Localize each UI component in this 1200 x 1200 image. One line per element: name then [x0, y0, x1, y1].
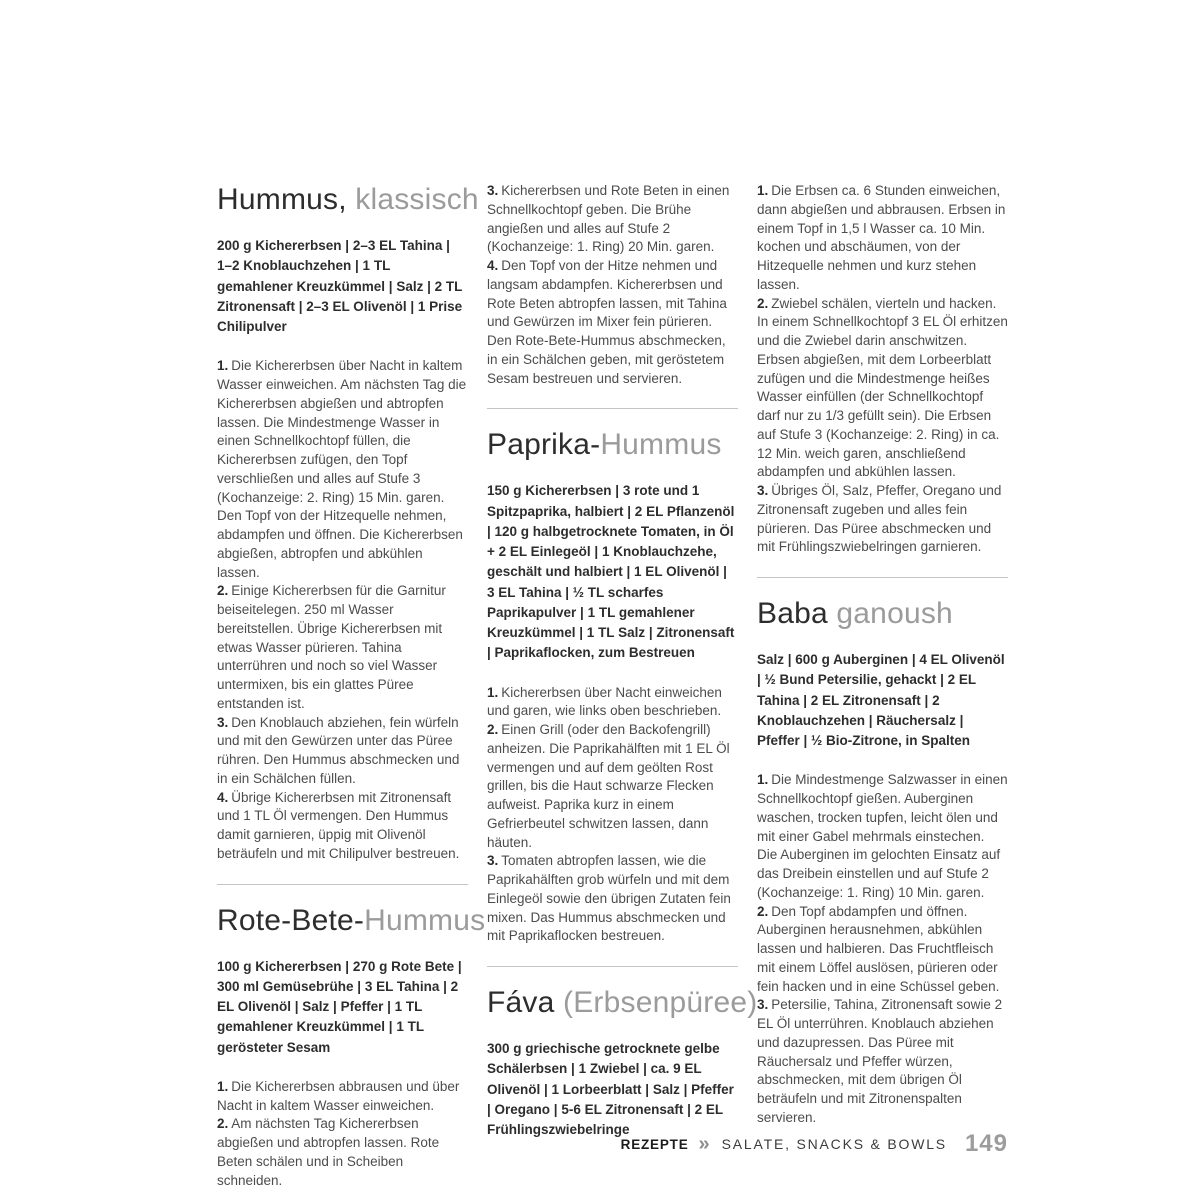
step-text: Übrige Kichererbsen mit Zitronensaft und 1 TL Öl vermengen. Den Hummus damit garnieren, üppig mit Olivenöl beträufeln und mit Chilipulver bestreuen.	[217, 789, 460, 861]
recipe-step	[217, 582, 468, 713]
step-text: Übriges Öl, Salz, Pfeffer, Oregano und Zitronensaft zugeben und alles fein pürieren. Das Püree abschmecken und mit Frühlingszwiebelringen garnieren.	[757, 483, 1002, 555]
step-number: 2.	[487, 722, 499, 737]
recipe-title-secondary: Hummus	[364, 903, 486, 937]
step-text: Petersilie, Tahina, Zitronensaft sowie 2 EL Öl unterrühren. Knoblauch abziehen und dazupressen. Das Püree mit Räuchersalz und Pfeffer würzen, abschmecken, mit dem übrigen Öl beträufeln und mit Zitronenspalten servieren.	[757, 997, 1003, 1125]
recipe-title-hummus-klassisch	[217, 182, 479, 218]
step-number: 4.	[217, 789, 229, 805]
step-number: 3.	[487, 183, 499, 198]
column-1	[217, 182, 486, 1190]
step-text: Zwiebel schälen, vierteln und hacken. In einem Schnellkochtopf 3 EL Öl erhitzen und die Zwiebel darin anschwitzen. Erbsen abgießen, mit dem Lorbeerblatt zufügen und die Mindestmenge heißes Wasser einfüllen (der Schnellkochtopf darf nur zu 1/3 gefüllt sein). Die Erbsen auf Stufe 3 (Kochanzeige: 2. Ring) in ca. 12 Min. weich garen, anschließend abdampfen und abkühlen lassen.	[757, 295, 1008, 480]
step-text: Kichererbsen über Nacht einweichen und garen, wie links oben beschrieben.	[487, 684, 722, 719]
steps-paprika-hummus	[487, 684, 738, 947]
section-divider	[217, 884, 468, 885]
step-text: Die Kichererbsen abbrausen und über Nacht in kaltem Wasser einweichen.	[217, 1078, 460, 1113]
steps-fava	[757, 182, 1008, 557]
recipe-title-secondary: klassisch	[346, 183, 479, 216]
step-number: 1.	[757, 183, 769, 198]
steps-hummus-klassisch	[217, 357, 468, 863]
recipe-title-fava	[487, 985, 758, 1021]
step-number: 2.	[757, 903, 769, 919]
page-footer	[217, 1130, 1008, 1158]
recipe-title-secondary: ganoush	[827, 597, 953, 630]
recipe-title-primary: Paprika-	[487, 428, 601, 462]
recipe-step	[487, 257, 738, 388]
recipe-title-paprika-hummus	[487, 427, 738, 463]
double-chevron-icon: »	[698, 1133, 710, 1155]
ingredients-paprika-hummus: 150 g Kichererbsen | 3 rote und 1 Spitzpaprika, halbiert | 2 EL Pflanzenöl | 120 g halbgetrocknete Tomaten, in Öl + 2 EL Einlegeöl | 1 Knoblauchzehe, geschält und halbiert | 1 EL Olivenöl | 3 EL Tahina | ½ TL scharfes Paprikapulver | 1 TL gemahlener Kreuzkümmel | 1 TL Salz | Zitronensaft | Paprikaflocken, zum Bestreuen	[487, 483, 735, 661]
recipe-step	[757, 482, 1008, 557]
footer-section-label: REZEPTE	[620, 1136, 689, 1152]
step-number: 3.	[217, 714, 229, 730]
steps-baba-ganoush	[757, 771, 1008, 1127]
step-text: Den Knoblauch abziehen, fein würfeln und mit den Gewürzen unter das Püree rühren. Den Hummus abschmecken und in ein Schälchen füllen.	[217, 714, 460, 786]
ingredients-baba-ganoush: Salz | 600 g Auberginen | 4 EL Olivenöl | ½ Bund Petersilie, gehackt | 2 EL Tahina | 2 EL Zitronensaft | 2 Knoblauchzehen | Räuchersalz | Pfeffer | ½ Bio-Zitrone, in Spalten	[757, 652, 1005, 748]
recipe-step	[757, 903, 1008, 997]
recipe-step	[757, 771, 1008, 902]
page-number: 149	[964, 1130, 1008, 1157]
step-number: 1.	[757, 772, 769, 788]
step-text: Tomaten abtropfen lassen, wie die Paprikahälften grob würfeln und mit dem Einlegeöl sowie den übrigen Zutaten fein mixen. Das Hummus abschmecken und mit Paprikaflocken bestreuen.	[487, 853, 731, 944]
step-text: Am nächsten Tag Kichererbsen abgießen und abtropfen lassen. Rote Beten schälen und in Scheiben schneiden.	[217, 1116, 440, 1188]
step-text: Die Mindestmenge Salzwasser in einen Schnellkochtopf gießen. Auberginen waschen, trocken tupfen, leicht ölen und mit einer Gabel mehrmals einstechen. Die Auberginen im gelochten Einsatz auf das Dreibein einstellen und auf Stufe 2 (Kochanzeige: 1. Ring) 10 Min. garen.	[757, 772, 1008, 900]
recipe-title-secondary: (Erbsenpüree)	[554, 986, 758, 1019]
recipe-step	[217, 789, 468, 864]
step-number: 3.	[487, 853, 499, 869]
recipe-step	[217, 1078, 468, 1116]
step-text: Die Erbsen ca. 6 Stunden einweichen, dann abgießen und abbrausen. Erbsen in einem Topf in 1,5 l Wasser ca. 10 Min. kochen und abschäumen, von der Hitzequelle nehmen und kurz stehen lassen.	[757, 183, 1006, 292]
recipe-title-rote-bete-hummus	[217, 903, 486, 939]
ingredients-hummus-klassisch: 200 g Kichererbsen | 2–3 EL Tahina | 1–2 Knoblauchzehen | 1 TL gemahlener Kreuzkümmel | Salz | 2 TL Zitronensaft | 2–3 EL Olivenöl | 1 Prise Chilipulver	[217, 238, 463, 334]
recipe-title-primary: Rote-Bete-	[217, 903, 365, 937]
step-text: Kichererbsen und Rote Beten in einen Schnellkochtopf geben. Die Brühe angießen und alles auf Stufe 2 (Kochanzeige: 1. Ring) 20 Min. garen.	[487, 183, 730, 255]
column-3	[757, 182, 1008, 1190]
recipe-title-primary: Fáva	[487, 986, 555, 1019]
column-2	[487, 182, 758, 1190]
step-number: 2.	[757, 295, 769, 311]
step-text: Einen Grill (oder den Backofengrill) anheizen. Die Paprikahälften mit 1 EL Öl vermengen und auf dem geölten Rost grillen, bis die Haut schwarze Flecken aufweist. Paprika kurz in einem Gefrierbeutel schwitzen lassen, dann häuten.	[487, 722, 730, 850]
step-number: 2.	[217, 1116, 229, 1132]
recipe-page-content	[217, 182, 1008, 1190]
step-number: 1.	[217, 358, 229, 374]
recipe-step	[757, 182, 1008, 295]
step-text: Die Kichererbsen über Nacht in kaltem Wasser einweichen. Am nächsten Tag die Kichererbsen abgießen und abtropfen lassen. Die Mindestmenge Wasser in einen Schnellkochtopf füllen, die Kichererbsen zufügen, den Topf verschließen und alles auf Stufe 3 (Kochanzeige: 2. Ring) 15 Min. garen. Den Topf von der Hitzequelle nehmen, abdampfen und öffnen. Die Kichererbsen abgießen, abtropfen und abkühlen lassen.	[217, 358, 467, 580]
step-text: Einige Kichererbsen für die Garnitur beiseitelegen. 250 ml Wasser bereitstellen. Übrige Kichererbsen mit etwas Wasser pürieren. Tahina unterrühren und noch so viel Wasser untermixen, bis ein glattes Püree entstanden ist.	[217, 583, 446, 711]
section-divider	[487, 966, 738, 967]
step-number: 3.	[757, 483, 769, 498]
step-number: 3.	[757, 997, 769, 1013]
section-divider	[757, 577, 1008, 578]
recipe-step	[757, 996, 1008, 1127]
footer-category-label: SALATE, SNACKS & BOWLS	[721, 1136, 947, 1152]
recipe-step	[487, 182, 738, 257]
step-number: 4.	[487, 258, 499, 273]
recipe-step	[217, 714, 468, 789]
recipe-title-primary: Baba	[757, 597, 828, 630]
recipe-step	[487, 721, 738, 852]
ingredients-rote-bete-hummus: 100 g Kichererbsen | 270 g Rote Bete | 300 ml Gemüsebrühe | 3 EL Tahina | 2 EL Olivenöl | Salz | Pfeffer | 1 TL gemahlener Kreuzkümmel | 1 TL gerösteter Sesam	[217, 958, 462, 1055]
steps-rote-bete-hummus-part2	[487, 182, 738, 388]
section-divider	[487, 408, 738, 409]
step-text: Den Topf abdampfen und öffnen. Auberginen herausnehmen, abkühlen lassen und halbieren. Das Fruchtfleisch mit einem Löffel auslösen, pürieren oder fein hacken und in eine Schüssel geben.	[757, 903, 1000, 994]
step-number: 1.	[217, 1078, 229, 1094]
step-number: 2.	[217, 583, 229, 599]
recipe-step	[487, 684, 738, 722]
recipe-step	[217, 357, 468, 582]
recipe-title-primary: Hummus,	[217, 183, 347, 216]
recipe-step	[757, 295, 1008, 483]
recipe-title-secondary: Hummus	[600, 428, 722, 462]
ingredients-fava: 300 g griechische getrocknete gelbe Schälerbsen | 1 Zwiebel | ca. 9 EL Olivenöl | 1 Lorbeerblatt | Salz | Pfeffer | Oregano | 5-6 EL Zitronensaft | 2 EL Frühlingszwiebelringe	[487, 1041, 734, 1137]
step-number: 1.	[487, 684, 499, 700]
recipe-title-baba-ganoush	[757, 596, 1008, 632]
step-text: Den Topf von der Hitze nehmen und langsam abdampfen. Kichererbsen und Rote Beten abtropfen lassen, mit Tahina und Gewürzen im Mixer fein pürieren. Den Rote-Bete-Hummus abschmecken, in ein Schälchen geben, mit geröstetem Sesam bestreuen und servieren.	[487, 258, 727, 386]
recipe-step	[487, 852, 738, 946]
